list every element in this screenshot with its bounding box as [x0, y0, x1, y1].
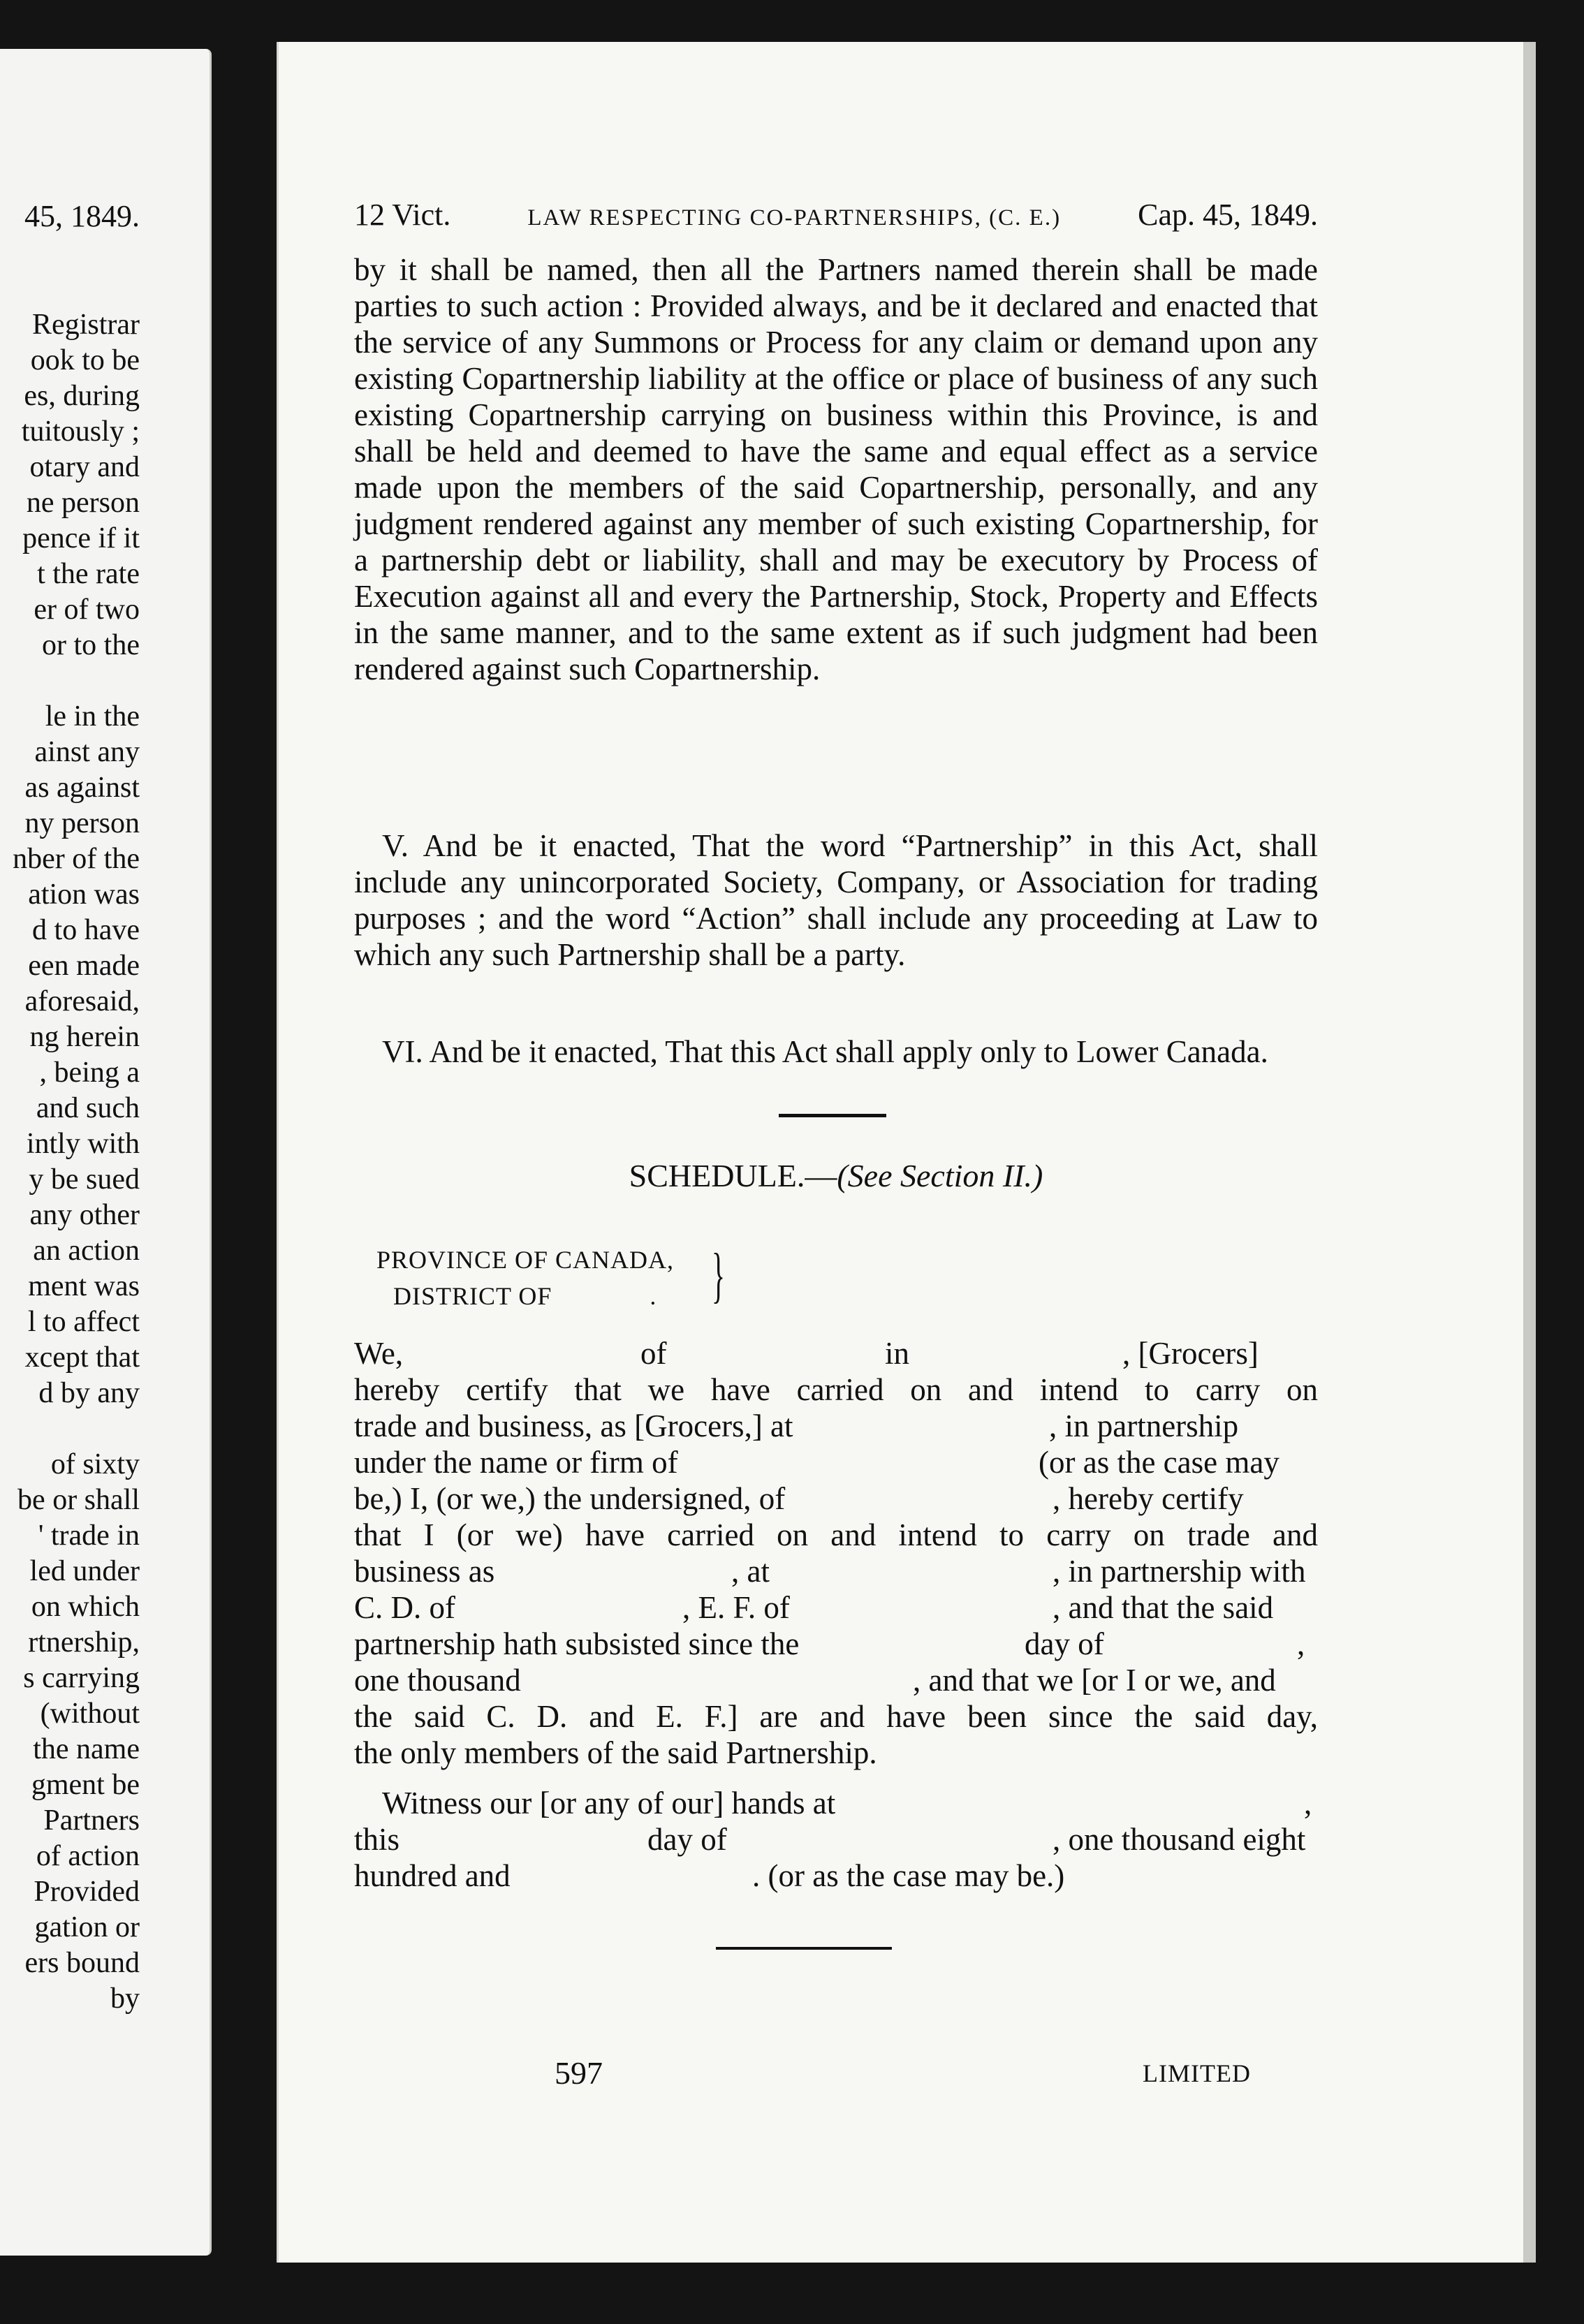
- venue-block: [376, 1242, 674, 1314]
- form-line-segment: trade and business, as [Grocers,] at: [354, 1409, 793, 1443]
- left-page-line: [0, 1411, 140, 1447]
- left-page-line: ne person: [26, 487, 140, 519]
- left-page-line: the name: [33, 1733, 140, 1765]
- left-page-line: be or shall: [17, 1484, 140, 1516]
- left-page-line: , being a: [39, 1057, 140, 1089]
- left-page-line: intly with: [26, 1128, 140, 1160]
- witness-line-segment: , one thousand eight: [1053, 1822, 1306, 1857]
- witness-clause: [354, 1785, 1318, 1894]
- section-vi: VI. And be it enacted, That this Act shall apply only to Lower Canada.: [382, 1034, 1268, 1069]
- province-label: PROVINCE OF CANADA,: [376, 1246, 675, 1274]
- form-line: [354, 1626, 1318, 1662]
- left-page-line: of sixty: [50, 1448, 140, 1480]
- section-rule: [779, 1114, 886, 1117]
- witness-line-segment: day of: [647, 1822, 727, 1857]
- witness-line-segment: ,: [1304, 1786, 1312, 1821]
- left-page-line: ny person: [24, 807, 140, 839]
- form-line: [354, 1408, 1318, 1444]
- form-line-segment: , and that the said: [1053, 1590, 1274, 1625]
- left-page-line: led under: [29, 1555, 140, 1587]
- left-page-line: d to have: [32, 914, 140, 946]
- form-line-segment: We,: [354, 1336, 404, 1371]
- left-page-line: ng herein: [29, 1021, 140, 1053]
- form-line: [354, 1589, 1318, 1626]
- form-line-segment: , at: [731, 1554, 770, 1589]
- left-page-line: Partners: [43, 1804, 140, 1837]
- left-page-line: ainst any: [34, 736, 140, 768]
- witness-line: [354, 1821, 1318, 1858]
- form-line: [354, 1480, 1318, 1517]
- left-page-line: of action: [36, 1840, 140, 1872]
- left-page-line: otary and: [29, 451, 140, 483]
- left-page-line: es, during: [24, 380, 140, 412]
- left-page-line: [0, 663, 140, 699]
- left-page-line: rtnership,: [28, 1626, 140, 1659]
- left-page-line: y be sued: [29, 1163, 140, 1196]
- form-line-segment: ,: [1297, 1626, 1305, 1661]
- form-line-segment: the said C. D. and E. F.] are and have been since the said day,: [354, 1699, 1318, 1734]
- left-page-line: ment was: [28, 1270, 140, 1302]
- schedule-form: [354, 1335, 1318, 1771]
- left-page-line: l to affect: [27, 1306, 140, 1338]
- closing-rule: [716, 1947, 892, 1950]
- form-line: [354, 1553, 1318, 1589]
- left-page-line: d by any: [38, 1377, 140, 1409]
- form-line-segment: the only members of the said Partnership.: [354, 1735, 877, 1770]
- form-line-segment: hereby certify that we have carried on and intend to carry on: [354, 1372, 1318, 1407]
- left-page-line: ' trade in: [38, 1520, 140, 1552]
- left-page-line: aforesaid,: [24, 985, 140, 1017]
- left-page-line: or to the: [42, 629, 140, 661]
- left-page-fragment: [0, 49, 212, 2256]
- form-line-segment: , in partnership with: [1053, 1554, 1306, 1589]
- witness-line-segment: . (or as the case may be.): [752, 1858, 1065, 1893]
- form-line-segment: , and that we [or I or we, and: [913, 1663, 1276, 1698]
- left-page-text: [0, 307, 140, 2017]
- district-dot: .: [650, 1282, 657, 1310]
- form-line-segment: that I (or we) have carried on and intend to carry on trade and: [354, 1517, 1318, 1552]
- left-page-line: nber of the: [13, 843, 140, 875]
- district-label: DISTRICT OF: [393, 1282, 552, 1310]
- form-line: [354, 1444, 1318, 1480]
- form-line-segment: business as: [354, 1554, 495, 1589]
- left-page-line: ers bound: [24, 1947, 140, 1979]
- form-line-segment: one thousand: [354, 1663, 521, 1698]
- page-edge: [1523, 42, 1536, 2263]
- form-line-segment: day of: [1025, 1626, 1104, 1661]
- left-page-line: gment be: [31, 1769, 140, 1801]
- left-page-line: s carrying: [23, 1662, 140, 1694]
- left-page-header: 45, 1849.: [24, 199, 140, 233]
- left-page-line: by: [110, 1983, 140, 2015]
- section-v: V. And be it enacted, That the word “Partnership” in this Act, shall include any unincorporated Society, Company, or Association for trading purposes ; and the word “Action” shall include any proceeding at Law to which any such Partnership shall be a party.: [354, 828, 1318, 972]
- form-line: [354, 1698, 1318, 1735]
- left-page-line: t the rate: [37, 558, 140, 590]
- left-page-line: as against: [24, 772, 140, 804]
- left-page-line: ook to be: [30, 344, 140, 376]
- header-title: LAW RESPECTING CO-PARTNERSHIPS, (C. E.): [527, 205, 1062, 230]
- form-line: [354, 1517, 1318, 1553]
- witness-line-segment: this: [354, 1822, 400, 1857]
- left-page-line: xcept that: [24, 1341, 140, 1374]
- catchword: LIMITED: [1143, 2059, 1251, 2087]
- left-page-line: (without: [40, 1698, 140, 1730]
- form-line-segment: , in partnership: [1049, 1409, 1239, 1443]
- left-page-line: gation or: [34, 1911, 140, 1943]
- form-line: [354, 1735, 1318, 1771]
- form-line-segment: , [Grocers]: [1122, 1336, 1259, 1371]
- form-line: [354, 1335, 1318, 1371]
- header-regnal-year: 12 Vict.: [354, 198, 451, 232]
- form-line-segment: under the name or firm of: [354, 1445, 678, 1480]
- schedule-reference: (See Section II.): [837, 1158, 1043, 1193]
- left-page-line: any other: [29, 1199, 140, 1231]
- left-page-line: een made: [28, 950, 140, 982]
- form-line-segment: , E. F. of: [682, 1590, 790, 1625]
- witness-line-segment: Witness our [or any of our] hands at: [382, 1786, 836, 1821]
- page-number: 597: [555, 2055, 603, 2091]
- left-page-line: le in the: [45, 700, 140, 733]
- witness-line: [354, 1785, 1318, 1821]
- left-page-line: ation was: [28, 878, 140, 911]
- witness-line-segment: hundred and: [354, 1858, 511, 1893]
- running-header: [354, 197, 1318, 246]
- form-line-segment: (or as the case may: [1039, 1445, 1279, 1480]
- form-line-segment: in: [885, 1336, 910, 1371]
- form-line-segment: of: [640, 1336, 667, 1371]
- left-page-line: tuitously ;: [21, 415, 140, 448]
- main-page: [277, 42, 1536, 2263]
- form-line-segment: be,) I, (or we,) the undersigned, of: [354, 1481, 786, 1516]
- schedule-title: SCHEDULE.—: [629, 1158, 837, 1193]
- schedule-heading: [354, 1157, 1318, 1194]
- form-line-segment: , hereby certify: [1053, 1481, 1244, 1516]
- form-line: [354, 1662, 1318, 1698]
- header-chapter: Cap. 45, 1849.: [1138, 198, 1318, 232]
- left-page-line: er of two: [34, 594, 140, 626]
- form-line: [354, 1371, 1318, 1408]
- left-page-line: on which: [31, 1591, 140, 1623]
- venue-brace: }: [712, 1242, 726, 1309]
- form-line-segment: partnership hath subsisted since the: [354, 1626, 800, 1661]
- district-line: [376, 1278, 674, 1314]
- left-page-line: Registrar: [32, 309, 140, 341]
- paragraph-continuation: by it shall be named, then all the Partners named therein shall be made parties to such action : Provided always, and be it declared and enacted that the service of any Summons or Process for any claim or demand upon any existing Copartnership liability at the office or place of business of any such existing Copartnership carrying on business within this Province, is and shall be held and deemed to have the same and equal effect as a service made upon the members of the said Copartnership, personally, and any judgment rendered against any member of such existing Copartnership, for a partnership debt or liability, shall and may be executory by Process of Execution against all and every the Partnership, Stock, Property and Effects in the same manner, and to the same extent as if such judgment had been rendered against such Copartnership.: [354, 252, 1318, 686]
- witness-line: [354, 1858, 1318, 1894]
- left-page-line: an action: [33, 1235, 140, 1267]
- form-line-segment: C. D. of: [354, 1590, 455, 1625]
- left-page-line: Provided: [34, 1876, 140, 1908]
- left-page-line: and such: [36, 1092, 140, 1124]
- left-page-line: pence if it: [22, 522, 140, 554]
